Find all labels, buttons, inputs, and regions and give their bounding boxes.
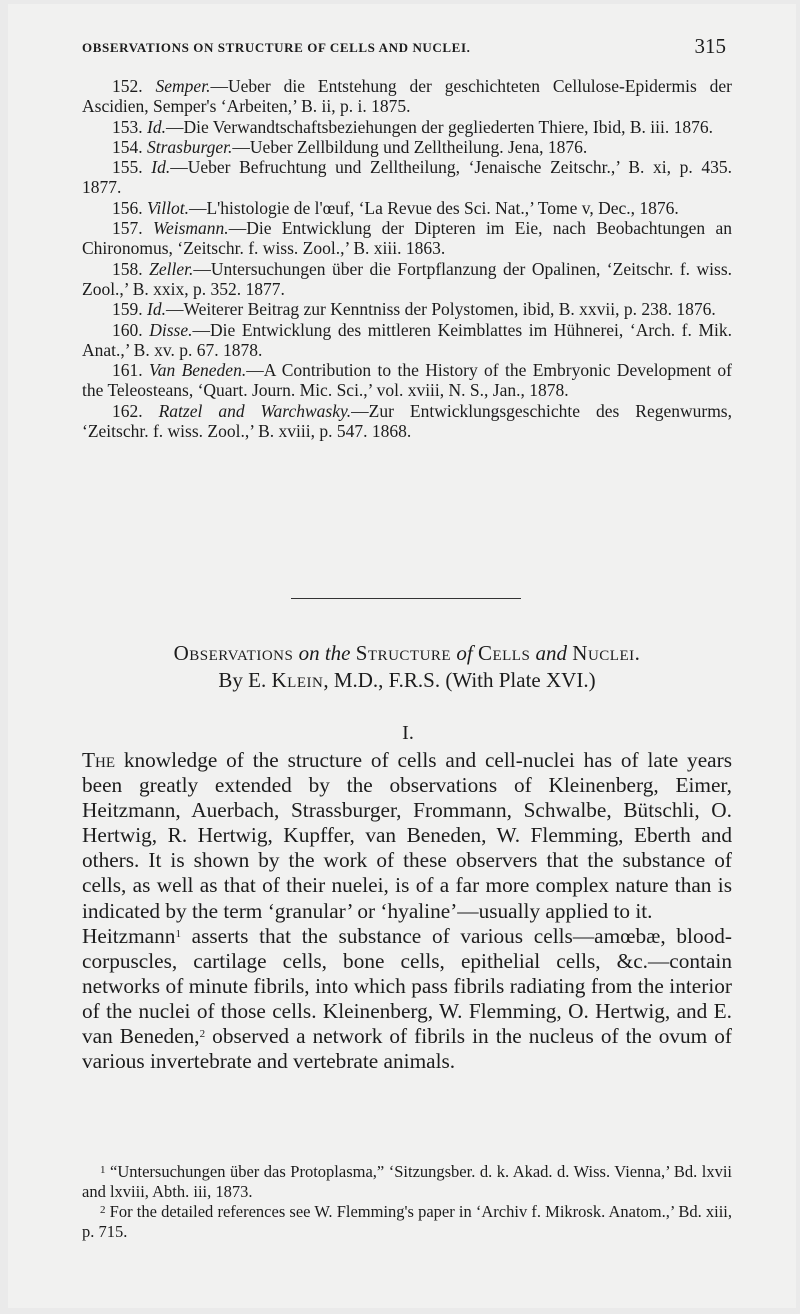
reference-item: 157. Weismann.—Die Entwicklung der Dipteren im Eie, nach Beobachtungen an Chironomus, ‘Zeitschr. f. wiss. Zool.,’ B. xiii. 1863.	[82, 218, 733, 259]
reference-item: 162. Ratzel and Warchwasky.—Zur Entwicklungsgeschichte des Regenwurms, ‘Zeitschr. f. wiss. Zool.,’ B. xviii, p. 547. 1868.	[82, 400, 732, 442]
paragraph-1: The knowledge of the structure of cells and cell-nuclei has of late years been greatly extended by the observations of Kleinenberg, Eimer, Heitzmann, Auerbach, Strassburger, Frommann, Schwalbe, Bütschli, O. Hertwig, R. Hertwig, Kupffer, van Beneden, W. Flemming, Eberth and others. It is shown by the work of these observers that the substance of cells, as well as that of their nuelei, is of a far more complex nature than is indicated by the term ‘granular’ or ‘hyaline’—usually applied to it.	[82, 748, 732, 923]
reference-item: 156. Villot.—L'histologie de l'œuf, ‘La Revue des Sci. Nat.,’ Tome v, Dec., 1876.	[112, 197, 679, 218]
reference-author: Zeller.	[149, 258, 194, 279]
reference-list	[82, 76, 732, 441]
reference-author: Id.	[147, 299, 166, 320]
reference-author: Van Beneden.	[148, 360, 247, 381]
footnote-ref-2: 2	[199, 1028, 206, 1041]
article-byline: By E. Klein, M.D., F.R.S. (With Plate XVI.)	[218, 668, 596, 692]
article-title-line-1: Observations on the Structure of Cells and Nuclei.	[173, 641, 641, 665]
reference-item: 152. Semper.—Ueber die Entstehung der geschichteten Cellulose-Epidermis der Ascidien, Semper's ‘Arbeiten,’ B. ii, p. i. 1875.	[82, 76, 732, 117]
section-number: I.	[402, 722, 414, 744]
reference-item: 158. Zeller.—Untersuchungen über die Fortpflanzung der Opalinen, ‘Zeitschr. f. wiss. Zool.,’ B. xxix, p. 352. 1877.	[82, 258, 733, 299]
article-title	[82, 640, 732, 694]
reference-author: Disse.	[149, 319, 193, 340]
reference-item: 155. Id.—Ueber Befruchtung und Zelltheilung, ‘Jenaische Zeitschr.,’ B. xi, p. 435. 1877.	[82, 157, 732, 198]
body-text	[82, 748, 732, 1074]
reference-item: 153. Id.—Die Verwandtschaftsbeziehungen der gegliederten Thiere, Ibid, B. iii. 1876.	[112, 116, 713, 137]
footnote-ref-1: 1	[175, 927, 181, 940]
footnote-item: $^1$ “Untersuchungen über das Protoplasma,” ‘Sitzungsber. d. k. Akad. d. Wiss. Vienna,’ Bd. lxvii and lxviii, Abth. iii, 1873.	[82, 1162, 732, 1201]
reference-item: 154. Strasburger.—Ueber Zellbildung und Zelltheilung. Jena, 1876.	[112, 136, 588, 157]
page	[8, 4, 796, 1308]
reference-author: Id.	[147, 116, 166, 137]
reference-author: Weismann.	[153, 218, 229, 239]
reference-author: Semper.	[155, 76, 211, 96]
reference-item: 160. Disse.—Die Entwicklung des mittleren Keimblattes im Hühnerei, ‘Arch. f. Mik. Anat.,’ B. xv. p. 67. 1878.	[82, 319, 733, 360]
footnotes	[82, 1162, 732, 1242]
reference-author: Id.	[151, 157, 171, 178]
reference-author: Strasburger.	[147, 136, 233, 157]
reference-item: 159. Id.—Weiterer Beitrag zur Kenntniss der Polystomen, ibid, B. xxvii, p. 238. 1876.	[112, 299, 716, 320]
reference-item: 161. Van Beneden.—A Contribution to the History of the Embryonic Development of the Teleosteans, ‘Quart. Journ. Mic. Sci.,’ vol. xviii, N. S., Jan., 1878.	[82, 360, 733, 401]
page-number: 315	[694, 34, 726, 58]
paragraph-2: Heitzmann$^1$ asserts that the substance of various cells—amœbæ, blood-corpuscles, cartilage cells, bone cells, epithelial cells, &c.—contain networks of minute fibrils, into which pass fibrils radiating from the interior of the nuclei of those cells. Kleinenberg, W. Flemming, O. Hertwig, and E. van Beneden,$^2$ observed a network of fibrils in the nucleus of the ovum of various invertebrate and vertebrate animals.	[82, 923, 732, 1074]
reference-author: Villot.	[147, 197, 189, 218]
running-header	[82, 34, 726, 58]
reference-author: Ratzel and Warchwasky.	[158, 400, 352, 421]
running-title: OBSERVATIONS ON STRUCTURE OF CELLS AND NUCLEI.	[82, 40, 471, 55]
footnote-item: $^2$ For the detailed references see W. Flemming's paper in ‘Archiv f. Mikrosk. Anatom.,’ Bd. xiii, p. 715.	[82, 1202, 732, 1241]
section-divider	[291, 598, 521, 599]
